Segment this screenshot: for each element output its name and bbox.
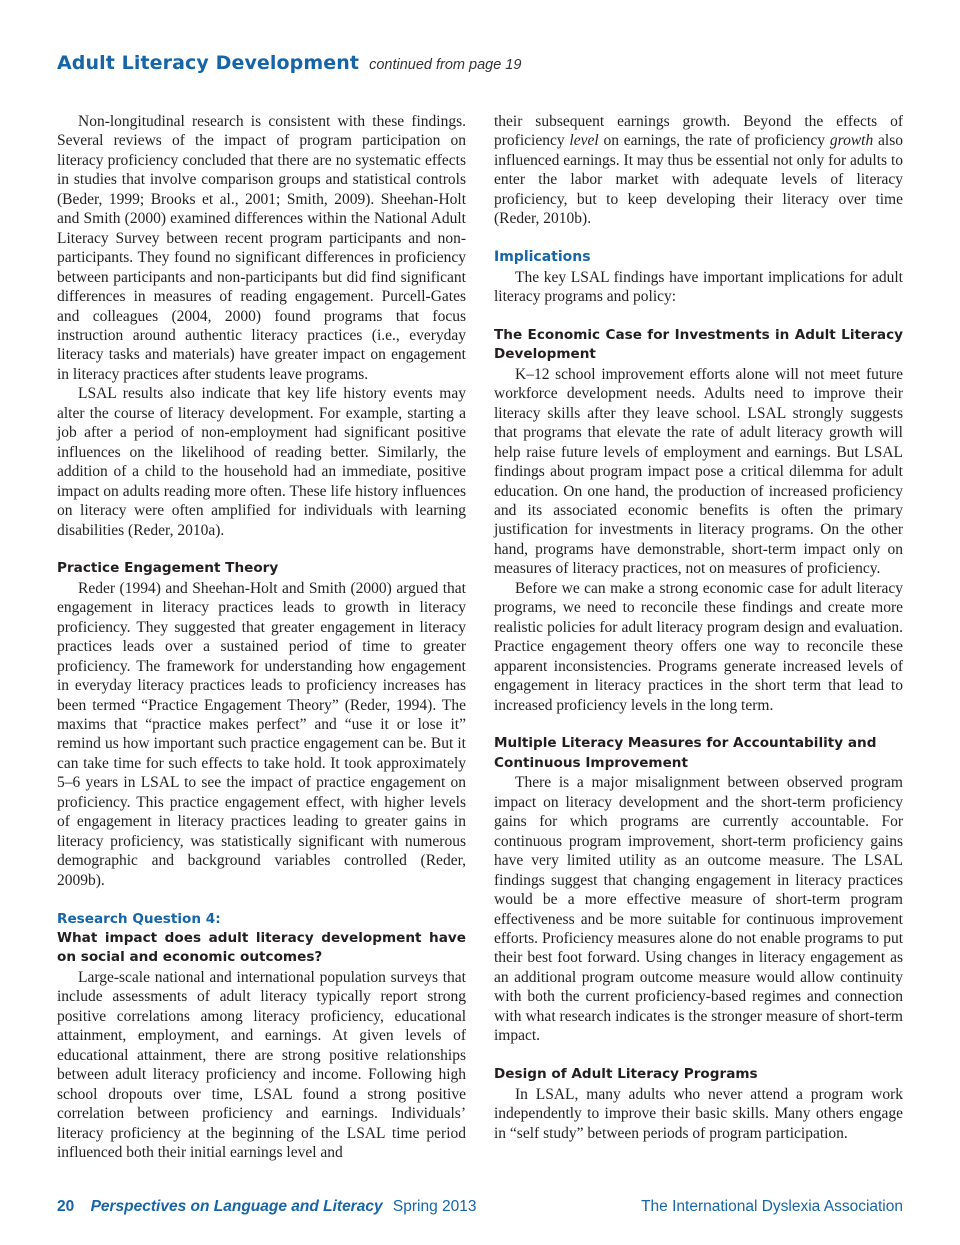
subheading-program-design: Design of Adult Literacy Programs <box>494 1066 758 1083</box>
left-column <box>57 112 466 1162</box>
page-footer <box>57 1198 903 1222</box>
research-question-text: What impact does adult literacy development have on social and economic outcomes? <box>57 930 466 966</box>
continued-note: continued from page 19 <box>369 57 522 73</box>
subheading-economic-case: The Economic Case for Investments in Adult Literacy Development <box>494 326 903 363</box>
paragraph: their subsequent earnings growth. Beyond the effects of proficiency level on earnings, the rate of proficiency growth also influenced earnings. It may thus be essential not only for adults to enter the labor market with adequate levels of literacy proficiency, but to keep developing their literacy over time (Reder, 2010b). <box>494 113 903 228</box>
paragraph: Non-longitudinal research is consistent with these findings. Several reviews of the impact of program participation on literacy proficiency concluded that there are no systematic effects in studies that involve comparison groups and statistical controls (Beder, 1999; Brooks et al., 2001; Smith, 2009). Sheehan-Holt and Smith (2000) examined differences within the National Adult Literacy Survey between recent program participants and non-participants. They found no significant differences in proficiency between participants and non-participants but did find significant differences in measures of reading engagement. Purcell-Gates and colleagues (2004, 2000) found programs that focus instruction around authentic literacy practices (i.e., everyday literacy tasks and materials) have greater impact on engagement in literacy practices after students leave programs. <box>57 113 466 383</box>
paragraph: The key LSAL findings have important implications for adult literacy programs and policy: <box>494 268 903 306</box>
right-column <box>494 112 903 1143</box>
research-question-label: Research Question 4: <box>57 910 221 927</box>
section-heading-practice-engagement: Practice Engagement Theory <box>57 560 279 577</box>
subheading-multiple-measures: Multiple Literacy Measures for Accountability and Continuous Improvement <box>494 735 877 771</box>
journal-title: Perspectives on Language and Literacy <box>90 1198 383 1215</box>
paragraph: In LSAL, many adults who never attend a program work independently to improve their basic skills. Many others engage in “self study” between periods of program participation. <box>494 1085 903 1142</box>
paragraph: K–12 school improvement efforts alone will not meet future workforce development needs. Adults need to improve their literacy skills after they leave school. LSAL strongly suggests that programs that elevate the rate of adult literacy growth will help raise future levels of employment and earnings. But LSAL findings about program impact pose a critical dilemma for adult education. On one hand, the production of increased proficiency and its associated economic benefits is often the primary justification for investments in literacy programs. On the other hand, programs have demonstrable, short-term impact only on measures of literacy practices, not on measures of proficiency. <box>494 365 903 578</box>
paragraph: LSAL results also indicate that key life history events may alter the course of literacy development. For example, starting a job after a period of non-employment had significant positive influences on the likelihood of reading better. Similarly, the addition of a child to the household had an immediate, positive impact on adults reading more often. These life history influences on literacy were often amplified for individuals with learning disabilities (Reder, 2010a). <box>57 385 466 539</box>
emphasis-growth: growth <box>829 132 874 150</box>
emphasis-level: level <box>569 132 599 150</box>
organization-name: The International Dyslexia Association <box>641 1198 903 1215</box>
paragraph: Before we can make a strong economic case for adult literacy programs, we need to reconcile these findings and create more realistic policies for adult literacy program design and evaluation. Practice engagement theory offers one way to reconcile these apparent inconsistencies. Programs generate increased levels of engagement in literacy practices in the short term that lead to increased proficiency levels in the long term. <box>494 579 903 714</box>
paragraph: Reder (1994) and Sheehan-Holt and Smith (2000) argued that engagement in literacy practices leads to growth in literacy proficiency. They suggested that greater engagement in literacy practices leads over a sustained period of time to greater proficiency. The framework for understanding how engagement in everyday literacy practices leads to proficiency increases has been termed “Practice Engagement Theory” (Reder, 1994). The maxims that “practice makes perfect” and “use it or lose it” remind us how important such practice engagement can be. But it can take time for such effects to take hold. It took approximately 5–6 years in LSAL to see the impact of practice engagement on proficiency. This practice engagement effect, with higher levels of engagement in literacy practices leading to greater gains in literacy proficiency, was statistically significant with numerous demographic and background variables controlled (Reder, 2009b). <box>57 579 466 889</box>
issue-season: Spring 2013 <box>392 1198 477 1215</box>
running-header <box>57 52 521 74</box>
article-title: Adult Literacy Development <box>57 52 360 74</box>
section-heading-implications: Implications <box>494 249 591 266</box>
paragraph: Large-scale national and international population surveys that include assessments of adult literacy typically report strong positive correlations among literacy proficiency, educational attainment, employment, and earnings. At given levels of educational attainment, there are strong positive relationships between adult literacy proficiency and income. Following high school dropouts over time, LSAL found a strong positive correlation between proficiency and earnings. Individuals’ literacy proficiency at the beginning of the LSAL time period influenced both their initial earnings level and <box>57 968 466 1161</box>
paragraph: There is a major misalignment between observed program impact on literacy development and the short-term proficiency gains for which programs are currently accountable. For continuous program improvement, short-term proficiency gains have very limited utility as an outcome measure. The LSAL findings suggest that changing engagement in literacy practices would be a more effective measure of short-term program effectiveness and be more suitable for continuous improvement efforts. Proficiency measures alone do not enable programs to put their best foot forward. Using changes in literacy engagement as an additional program outcome measure would allow continuity with both the current proficiency-based regimes and connection with what research indicates is the stronger measure of short-term impact. <box>494 774 903 1045</box>
page-number: 20 <box>57 1198 75 1215</box>
